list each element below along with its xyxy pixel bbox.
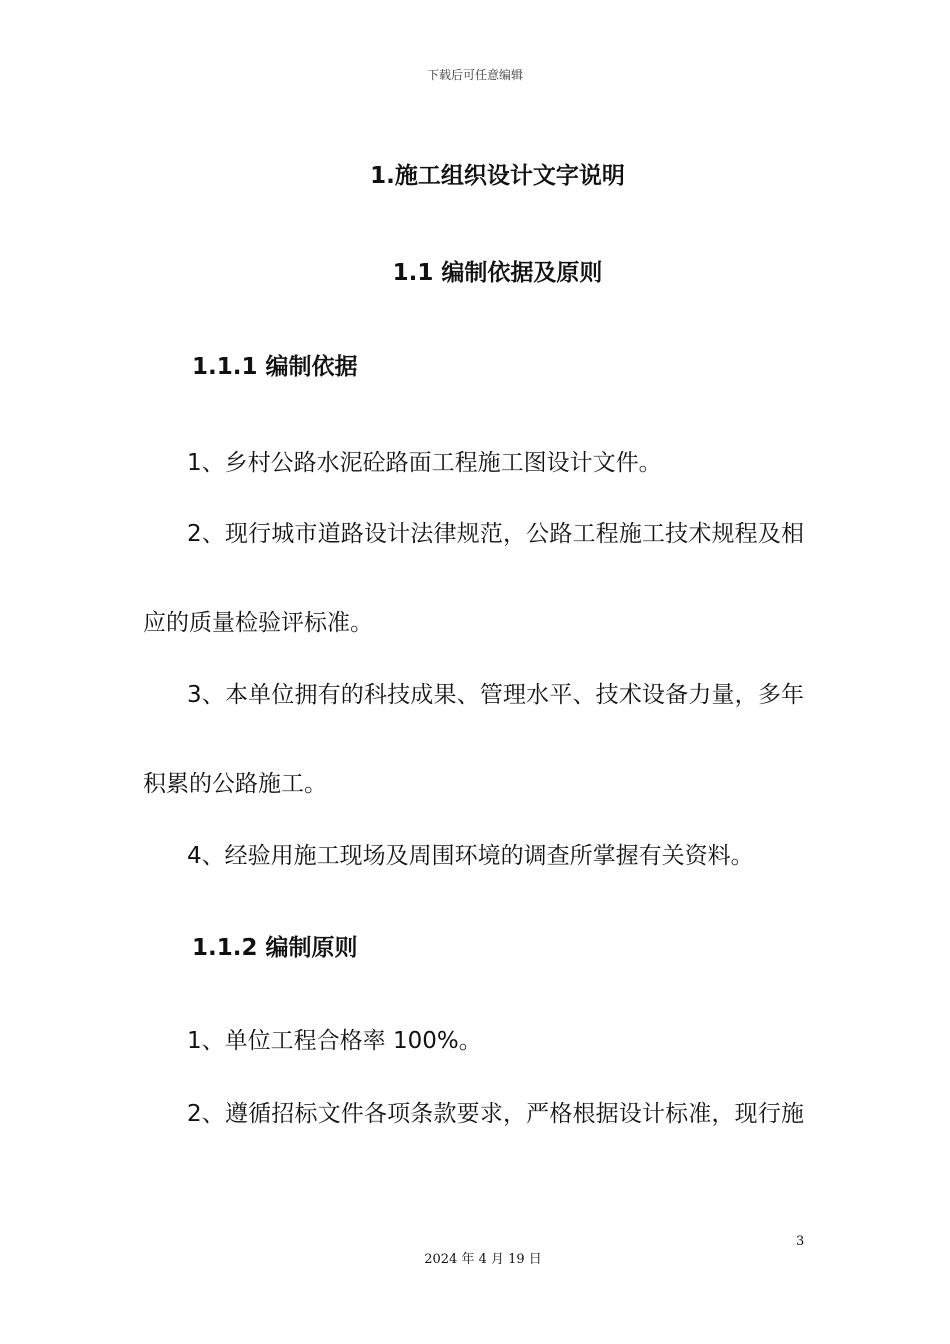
principle-item-2: 2、遵循招标文件各项条款要求，严格根据设计标准，现行施 <box>187 1101 804 1127</box>
section-heading: 1.1 编制依据及原则 <box>392 260 603 286</box>
basis-item-2: 2、现行城市道路设计法律规范，公路工程施工技术规程及相 <box>187 521 804 547</box>
page-number: 3 <box>796 1234 805 1249</box>
header-note: 下载后可任意编辑 <box>426 68 523 82</box>
subsection-heading-basis: 1.1.1 编制依据 <box>192 354 358 380</box>
subsection-heading-principles: 1.1.2 编制原则 <box>192 935 358 961</box>
basis-item-3: 3、本单位拥有的科技成果、管理水平、技术设备力量，多年 <box>187 682 804 708</box>
basis-item-2-continuation: 应的质量检验评标准。 <box>143 610 373 636</box>
footer-date: 2024 年 4 月 19 日 <box>424 1252 542 1267</box>
principle-item-1: 1、单位工程合格率 100%。 <box>187 1028 482 1054</box>
document-title: 1.施工组织设计文字说明 <box>370 163 625 189</box>
basis-item-1: 1、乡村公路水泥砼路面工程施工图设计文件。 <box>187 450 662 476</box>
basis-item-3-continuation: 积累的公路施工。 <box>143 771 327 797</box>
basis-item-4: 4、经验用施工现场及周围环境的调查所掌握有关资料。 <box>187 843 754 869</box>
